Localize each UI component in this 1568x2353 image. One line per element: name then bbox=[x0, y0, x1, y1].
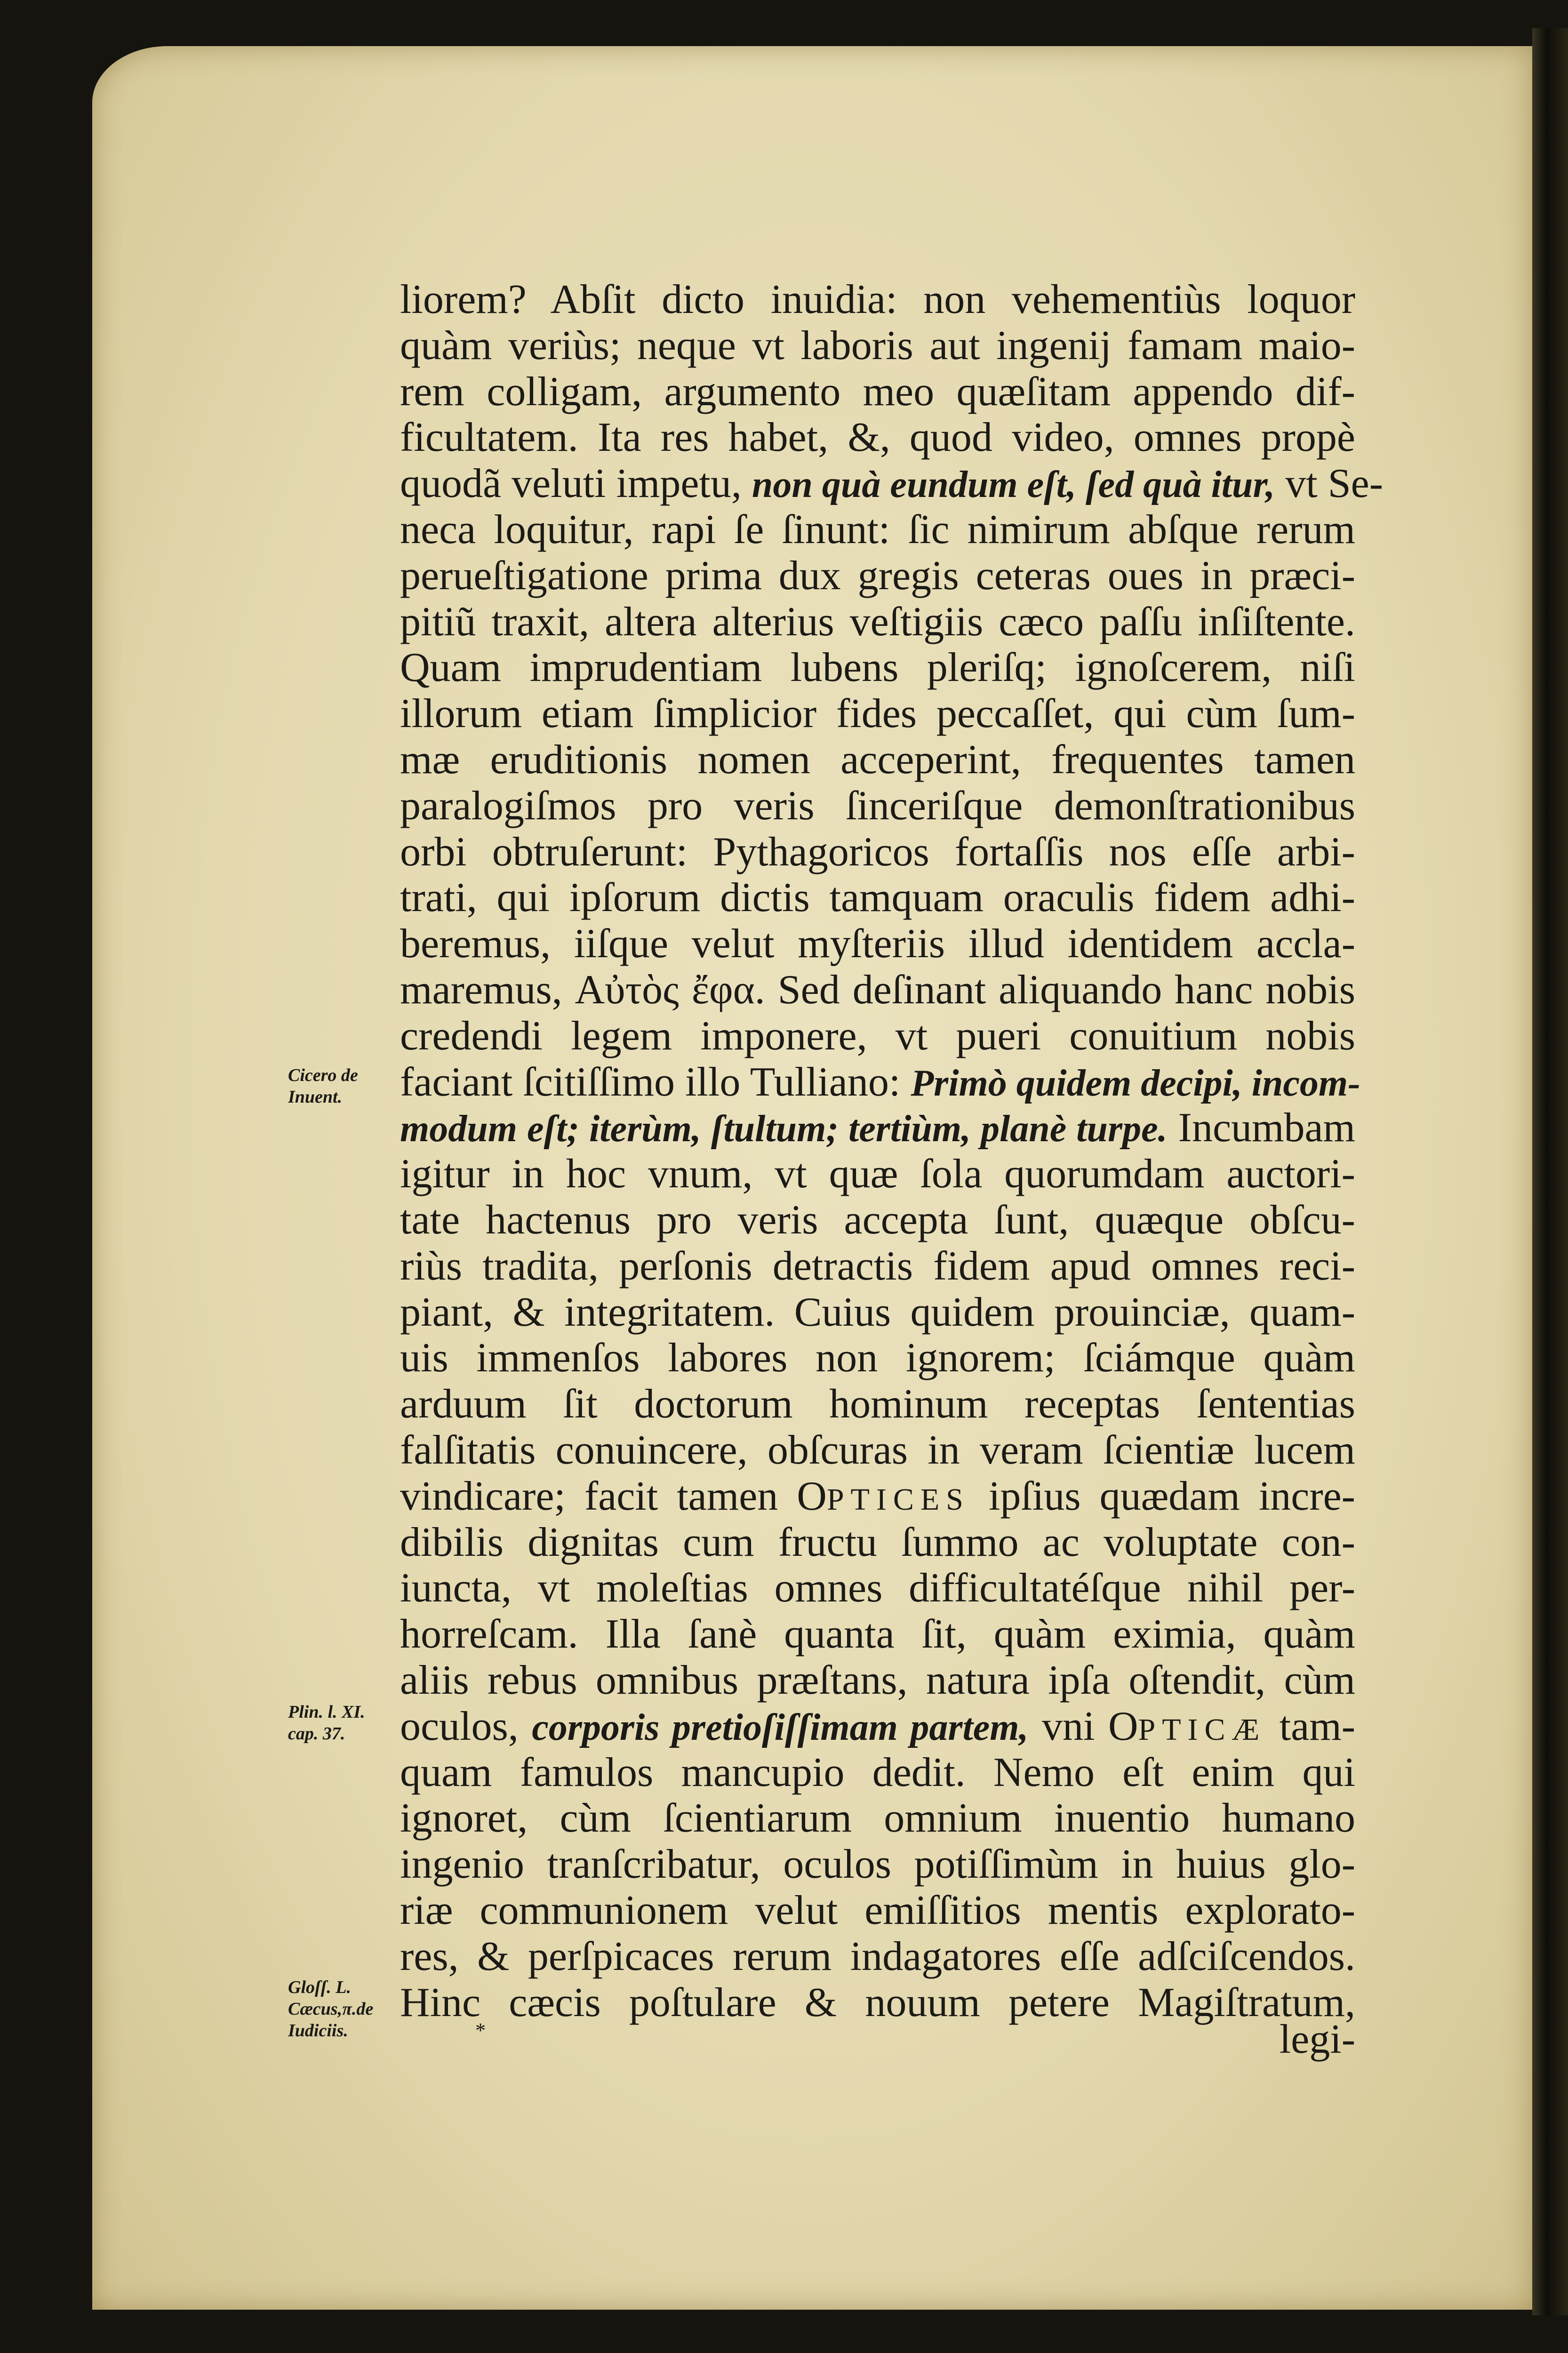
text-line bbox=[400, 1289, 1355, 1336]
text-run: ingenio tranſcribatur, oculos potiſſimùm in huius glo- bbox=[400, 1841, 1355, 1888]
text-run: uis immenſos labores non ignorem; ſciámque quàm bbox=[400, 1335, 1355, 1381]
text-line bbox=[400, 1657, 1355, 1704]
margin-note-line: Cicero de bbox=[288, 1065, 358, 1085]
text-run: maremus, Αὐτὸς ἔφα. Sed deſinant aliquando hanc nobis bbox=[400, 967, 1355, 1013]
text-line bbox=[400, 1520, 1355, 1566]
margin-note-line: Cæcus,π.de bbox=[288, 1999, 374, 2019]
text-run: trati, qui ipſorum dictis tamquam oraculis fidem adhi- bbox=[400, 875, 1355, 921]
margin-note bbox=[288, 1064, 358, 1108]
text-line bbox=[400, 461, 1384, 507]
margin-note-line: Inuent. bbox=[288, 1087, 343, 1107]
text-line bbox=[400, 967, 1355, 1013]
text-run: falſitatis conuincere, obſcuras in veram ſcientiæ lucem bbox=[400, 1427, 1355, 1473]
text-run: Hinc cæcis poſtulare & nouum petere Magiſtratum, bbox=[400, 1979, 1355, 2025]
text-line bbox=[400, 277, 1355, 323]
text-line bbox=[400, 1243, 1355, 1289]
margin-note-line: Iudiciis. bbox=[288, 2021, 348, 2041]
text-run: quodã veluti impetu, bbox=[400, 461, 752, 507]
text-run: perueſtigatione prima dux gregis ceteras oues in præci- bbox=[400, 552, 1355, 599]
small-caps-text: PTICÆ bbox=[1138, 1712, 1266, 1747]
text-run: riùs tradita, perſonis detractis fidem apud omnes reci- bbox=[400, 1243, 1355, 1289]
italic-quotation: corporis pretioſiſſimam partem, bbox=[532, 1706, 1029, 1748]
text-run: vt Se- bbox=[1275, 461, 1384, 507]
text-run: oculos, bbox=[400, 1703, 532, 1749]
text-run: quàm veriùs; neque vt laboris aut ingenij famam maio- bbox=[400, 322, 1355, 368]
text-line bbox=[400, 323, 1355, 369]
text-line bbox=[400, 553, 1355, 599]
text-line bbox=[400, 1888, 1355, 1934]
signature-mark: * bbox=[475, 2019, 486, 2042]
text-line bbox=[400, 1795, 1355, 1841]
text-line bbox=[400, 507, 1355, 553]
text-line bbox=[400, 921, 1355, 967]
text-run: illorum etiam ſimplicior fides peccaſſet, qui cùm ſum- bbox=[400, 691, 1355, 737]
text-line bbox=[400, 645, 1355, 691]
text-line bbox=[400, 1427, 1355, 1473]
margin-note bbox=[288, 1701, 365, 1745]
text-run: ipſius quædam incre- bbox=[969, 1473, 1355, 1519]
text-line bbox=[400, 1013, 1355, 1059]
text-line bbox=[400, 1105, 1355, 1151]
text-line bbox=[400, 1381, 1355, 1427]
text-run: credendi legem imponere, vt pueri conuitium nobis bbox=[400, 1013, 1355, 1059]
text-run: piant, & integritatem. Cuius quidem prouinciæ, quam- bbox=[400, 1289, 1355, 1335]
text-line bbox=[400, 783, 1355, 829]
text-run: ignoret, cùm ſcientiarum omnium inuentio humano bbox=[400, 1795, 1355, 1841]
margin-note-line: Gloſſ. L. bbox=[288, 1977, 352, 1997]
text-run: orbi obtruſerunt: Pythagoricos fortaſſis nos eſſe arbi- bbox=[400, 829, 1355, 875]
text-run: igitur in hoc vnum, vt quæ ſola quorumdam auctori- bbox=[400, 1151, 1355, 1197]
book-spine-edge bbox=[1532, 28, 1568, 2315]
text-run: tam- bbox=[1266, 1703, 1355, 1749]
text-line bbox=[400, 1473, 1355, 1520]
catchword: legi- bbox=[1279, 2017, 1355, 2062]
text-line bbox=[400, 691, 1355, 737]
text-run: liorem? Abſit dicto inuidia: non vehementiùs loquor bbox=[400, 277, 1355, 322]
text-line bbox=[400, 1059, 1360, 1105]
text-line bbox=[400, 1611, 1355, 1657]
text-run: pitiũ traxit, altera alterius veſtigiis cæco paſſu inſiſtente. bbox=[400, 599, 1355, 645]
text-run: horreſcam. Illa ſanè quanta ſit, quàm eximia, quàm bbox=[400, 1611, 1355, 1657]
margin-note-line: Plin. l. XI. bbox=[288, 1702, 365, 1722]
italic-quotation: non quà eundum eſt, ſed quà itur, bbox=[752, 464, 1275, 506]
text-line bbox=[400, 1335, 1355, 1381]
text-run: vindicare; facit tamen O bbox=[400, 1473, 827, 1519]
text-line bbox=[400, 1841, 1355, 1888]
text-run: dibilis dignitas cum fructu ſummo ac voluptate con- bbox=[400, 1519, 1355, 1565]
text-run: arduum ſit doctorum hominum receptas ſententias bbox=[400, 1381, 1355, 1427]
text-run: aliis rebus omnibus præſtans, natura ipſa oſtendit, cùm bbox=[400, 1657, 1355, 1703]
text-line bbox=[400, 1197, 1355, 1243]
text-line bbox=[400, 1565, 1355, 1611]
text-line bbox=[400, 1704, 1355, 1750]
text-run: Incumbam bbox=[1167, 1105, 1355, 1151]
text-line bbox=[400, 1750, 1355, 1796]
text-line bbox=[400, 829, 1355, 875]
text-line bbox=[400, 1934, 1355, 1980]
margin-note-line: cap. 37. bbox=[288, 1724, 345, 1744]
text-line bbox=[400, 599, 1355, 645]
text-run: mæ eruditionis nomen acceperint, frequentes tamen bbox=[400, 737, 1355, 783]
text-run: Quam imprudentiam lubens pleriſq; ignoſcerem, niſi bbox=[400, 645, 1355, 691]
text-run: quam famulos mancupio dedit. Nemo eſt enim qui bbox=[400, 1749, 1355, 1795]
italic-quotation: modum eſt; iterùm, ſtultum; tertiùm, planè turpe. bbox=[400, 1108, 1168, 1150]
text-run: res, & perſpicaces rerum indagatores eſſe adſciſcendos. bbox=[400, 1933, 1355, 1979]
text-run: faciant ſcitiſſimo illo Tulliano: bbox=[400, 1059, 911, 1105]
text-line bbox=[400, 737, 1355, 783]
text-run: tate hactenus pro veris accepta ſunt, quæque obſcu- bbox=[400, 1197, 1355, 1243]
text-run: iuncta, vt moleſtias omnes difficultatéſque nihil per- bbox=[400, 1565, 1355, 1611]
text-run: rem colligam, argumento meo quæſitam appendo dif- bbox=[400, 368, 1355, 415]
text-run: vni O bbox=[1028, 1703, 1138, 1749]
text-line bbox=[400, 875, 1355, 921]
italic-quotation: Primò quidem decipi, incom- bbox=[911, 1062, 1360, 1104]
text-run: beremus, iiſque velut myſteriis illud identidem accla- bbox=[400, 921, 1355, 967]
text-run: neca loquitur, rapi ſe ſinunt: ſic nimirum abſque rerum bbox=[400, 507, 1355, 552]
text-line bbox=[400, 1151, 1355, 1197]
text-run: ficultatem. Ita res habet, &, quod video, omnes propè bbox=[400, 415, 1355, 461]
margin-note bbox=[288, 1977, 373, 2041]
text-line bbox=[400, 369, 1355, 415]
text-line bbox=[400, 1980, 1355, 2026]
text-run: paralogiſmos pro veris ſinceriſque demonſtrationibus bbox=[400, 783, 1355, 829]
text-run: riæ communionem velut emiſſitios mentis explorato- bbox=[400, 1888, 1355, 1933]
text-line bbox=[400, 415, 1355, 461]
small-caps-text: PTICES bbox=[826, 1482, 970, 1517]
